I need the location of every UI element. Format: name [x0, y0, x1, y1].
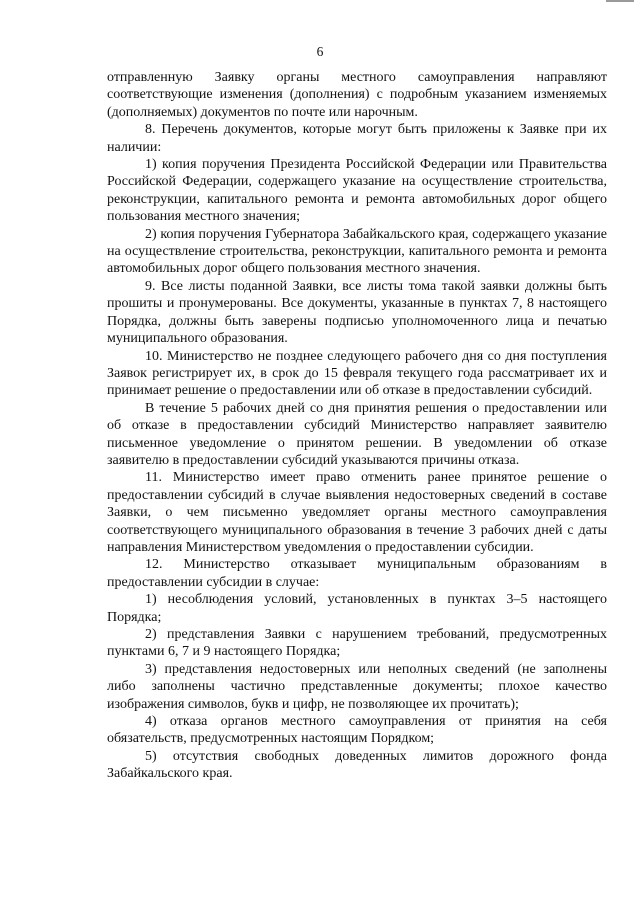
paragraph-subitem-12-1: 1) несоблюдения условий, установленных в пунктах 3–5 настоящего Порядка;: [107, 592, 607, 625]
paragraph-subitem-8-2: 2) копия поручения Губернатора Забайкальского края, содержащего указание на осуществление строительства, реконструкции, капитального ремонта и ремонта автомобильных дорог общего пользования местного значения.: [107, 226, 607, 277]
paragraph-item-10-notice: В течение 5 рабочих дней со дня принятия решения о предоставлении или об отказе в предоставлении субсидий Министерство направляет заявителю письменное уведомление о принятом решении. В уведомлении об отказе заявителю в предоставлении субсидий указываются причины отказа.: [107, 400, 607, 468]
page-number: 6: [316, 44, 324, 59]
paragraph-item-10: 10. Министерство не позднее следующего рабочего дня со дня поступления Заявок регистрирует их, в срок до 15 февраля текущего года рассматривает их и принимает решение о предоставлении или об отказе в предоставлении субсидий.: [107, 348, 607, 399]
scan-corner-mark: [606, 0, 634, 2]
paragraph-item-12: 12. Министерство отказывает муниципальным образованиям в предоставлении субсидии в случае:: [107, 557, 607, 590]
paragraph-item-9: 9. Все листы поданной Заявки, все листы тома такой заявки должны быть прошиты и пронумерованы. Все документы, указанные в пунктах 7, 8 настоящего Порядка, должны быть заверены подписью уполномоченного лица и печатью муниципального образования.: [107, 278, 607, 347]
paragraph-subitem-8-1: 1) копия поручения Президента Российской Федерации или Правительства Российской Федерации, содержащего указание на осуществление строительства, реконструкции, капитального ремонта и ремонта автомобильных дорог общего пользования местного значения;: [107, 157, 607, 225]
document-body: [107, 69, 607, 783]
paragraph-item-8: 8. Перечень документов, которые могут быть приложены к Заявке при их наличии:: [107, 122, 607, 155]
paragraph-continuation: отправленную Заявку органы местного самоуправления направляют соответствующие изменения (дополнения) с подробным указанием изменяемых (дополняемых) документов по почте или нарочным.: [107, 70, 607, 120]
paragraph-subitem-12-2: 2) представления Заявки с нарушением требований, предусмотренных пунктами 6, 7 и 9 настоящего Порядка;: [107, 627, 607, 660]
paragraph-subitem-12-4: 4) отказа органов местного самоуправления от принятия на себя обязательств, предусмотренных настоящим Порядком;: [107, 714, 607, 747]
paragraph-item-11: 11. Министерство имеет право отменить ранее принятое решение о предоставлении субсидий в случае выявления недостоверных сведений в составе Заявки, о чем письменно уведомляет органы местного самоуправления соответствующего муниципального образования в течение 3 рабочих дней с даты направления Министерством уведомления о предоставлении субсидии.: [107, 470, 607, 555]
paragraph-subitem-12-3: 3) представления недостоверных или неполных сведений (не заполнены либо заполнены частично представленные документы; плохое качество изображения символов, букв и цифр, не позволяющее их прочитать);: [107, 661, 607, 712]
paragraph-subitem-12-5: 5) отсутствия свободных доведенных лимитов дорожного фонда Забайкальского края.: [107, 748, 607, 782]
